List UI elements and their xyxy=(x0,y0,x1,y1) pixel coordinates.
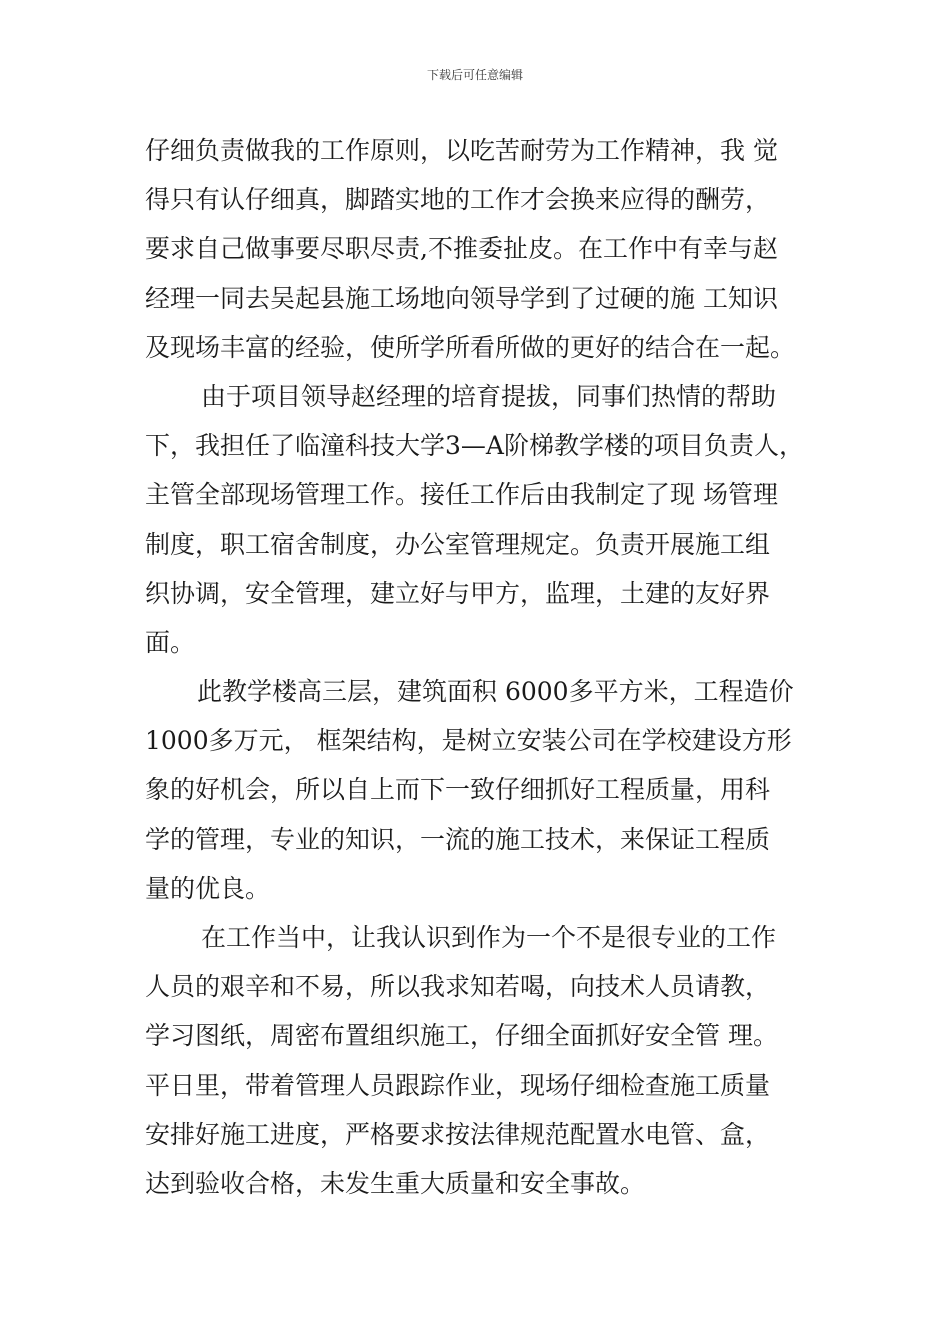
text-line: 要求自己做事要尽职尽责,不推委扯皮。在工作中有幸与赵 xyxy=(145,234,778,264)
text-line: 人员的艰辛和不易，所以我求知若喝，向技术人员请教， xyxy=(145,972,771,1002)
text-line: 量的优良。 xyxy=(145,873,271,903)
text-line: 学的管理，专业的知识，一流的施工技术，来保证工程质 xyxy=(145,824,771,854)
text-line: 象的好机会，所以自上而下一致仔细抓好工程质量，用科 xyxy=(145,775,771,805)
text-line: 主管全部现场管理工作。接任工作后由我制定了现 场管理 xyxy=(145,480,778,510)
text-line: 织协调，安全管理，建立好与甲方，监理，土建的友好界 xyxy=(145,578,771,608)
text-line: 面。 xyxy=(145,627,196,657)
paragraph-first-line: 此教学楼高三层，建筑面积 6000多平方米，工程造价 xyxy=(197,677,794,707)
text-line: 1000多万元， 框架结构，是树立安装公司在学校建设方形 xyxy=(145,726,792,756)
paragraph-first-line: 在工作当中，让我认识到作为一个不是很专业的工作 xyxy=(201,923,777,952)
text-line: 下，我担任了临潼科技大学3—A阶梯教学楼的项目负责人， xyxy=(145,431,804,461)
text-line: 达到验收合格，未发生重大质量和安全事故。 xyxy=(145,1168,646,1198)
text-line: 制度，职工宿舍制度，办公室管理规定。负责开展施工组 xyxy=(145,529,771,559)
text-line: 得只有认仔细真，脚踏实地的工作才会换来应得的酬劳， xyxy=(145,185,771,215)
document-body xyxy=(145,126,835,1208)
text-line: 仔细负责做我的工作原则，以吃苦耐劳为工作精神，我 觉 xyxy=(145,136,778,165)
text-line: 及现场丰富的经验，使所学所看所做的更好的结合在一起。 xyxy=(145,332,796,362)
text-line: 平日里，带着管理人员跟踪作业，现场仔细检查施工质量 xyxy=(145,1070,771,1100)
paragraph-first-line: 由于项目领导赵经理的培育提拔，同事们热情的帮助 xyxy=(201,381,777,411)
text-line: 学习图纸，周密布置组织施工，仔细全面抓好安全管 理。 xyxy=(145,1021,778,1051)
page-header-note: 下载后可任意编辑 xyxy=(426,68,523,82)
text-line: 经理一同去吴起县施工场地向领导学到了过硬的施 工知识 xyxy=(145,283,778,313)
text-line: 安排好施工进度，严格要求按法律规范配置水电管、盒， xyxy=(145,1119,771,1149)
